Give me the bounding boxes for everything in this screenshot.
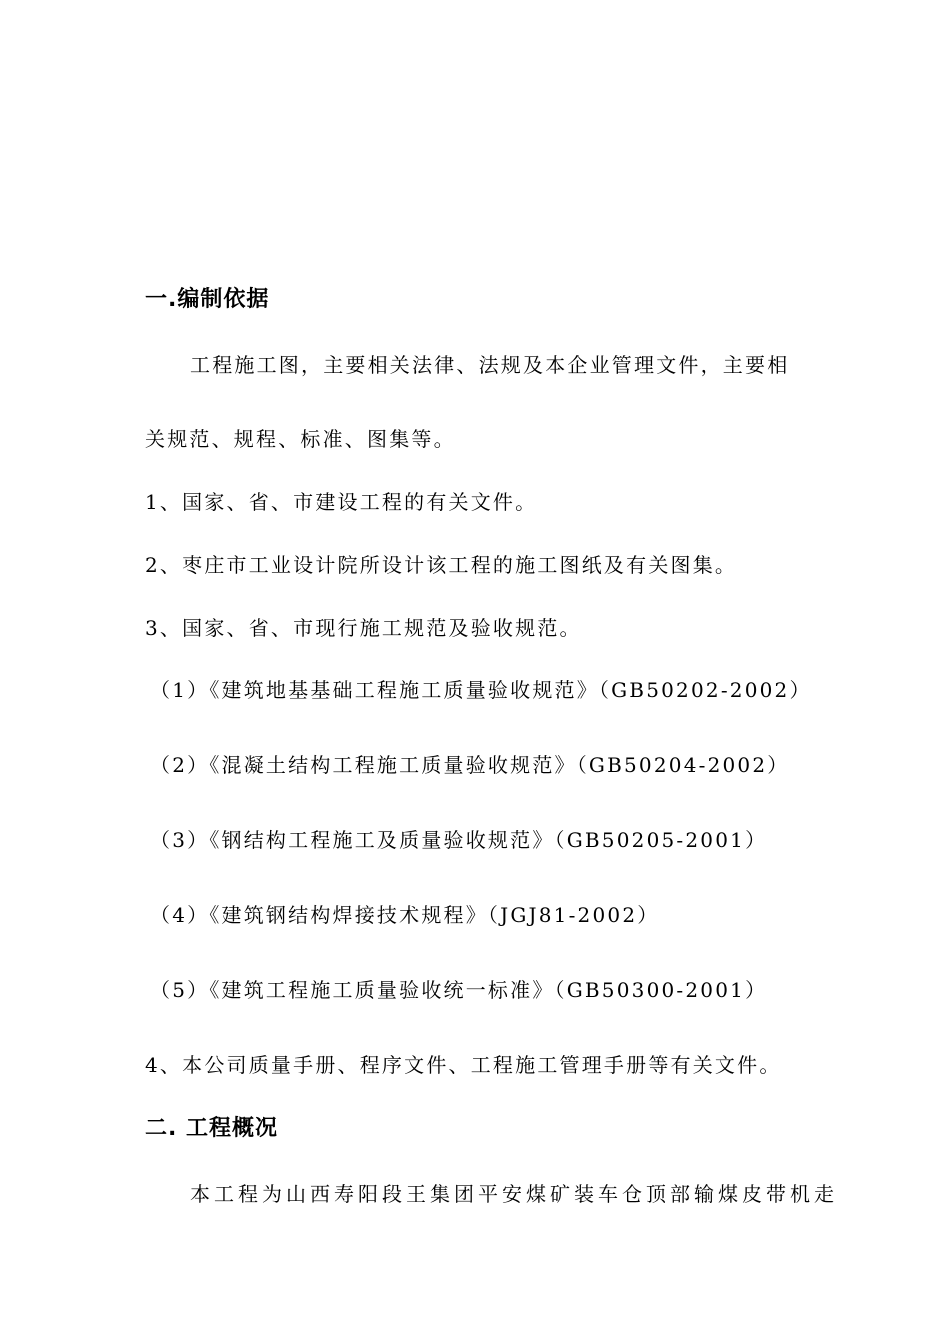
basis-item-1: 1、国家、省、市建设工程的有关文件。 — [145, 490, 538, 514]
intro-paragraph-line-1: 工程施工图，主要相关法律、法规及本企业管理文件，主要相 — [190, 353, 790, 377]
basis-item-3: 3、国家、省、市现行施工规范及验收规范。 — [145, 616, 582, 640]
reference-standard-2: （2）《混凝土结构工程施工质量验收规范》（GB50204-2002） — [150, 753, 790, 777]
intro-paragraph-line-2: 关规范、规程、标准、图集等。 — [145, 427, 456, 451]
overview-paragraph-line-1: 本工程为山西寿阳段王集团平安煤矿装车仓顶部输煤皮带机走 — [190, 1182, 838, 1206]
reference-standard-5: （5）《建筑工程施工质量验收统一标准》（GB50300-2001） — [150, 978, 768, 1002]
basis-item-2: 2、枣庄市工业设计院所设计该工程的施工图纸及有关图集。 — [145, 553, 738, 577]
reference-standard-3: （3）《钢结构工程施工及质量验收规范》（GB50205-2001） — [150, 828, 768, 852]
section-heading-overview: 二. 工程概况 — [145, 1116, 279, 1141]
reference-standard-4: （4）《建筑钢结构焊接技术规程》（JGJ81-2002） — [150, 903, 660, 927]
basis-item-4: 4、本公司质量手册、程序文件、工程施工管理手册等有关文件。 — [145, 1053, 782, 1077]
reference-standard-1: （1）《建筑地基基础工程施工质量验收规范》（GB50202-2002） — [150, 678, 812, 702]
section-heading-basis: 一.编制依据 — [145, 287, 270, 312]
